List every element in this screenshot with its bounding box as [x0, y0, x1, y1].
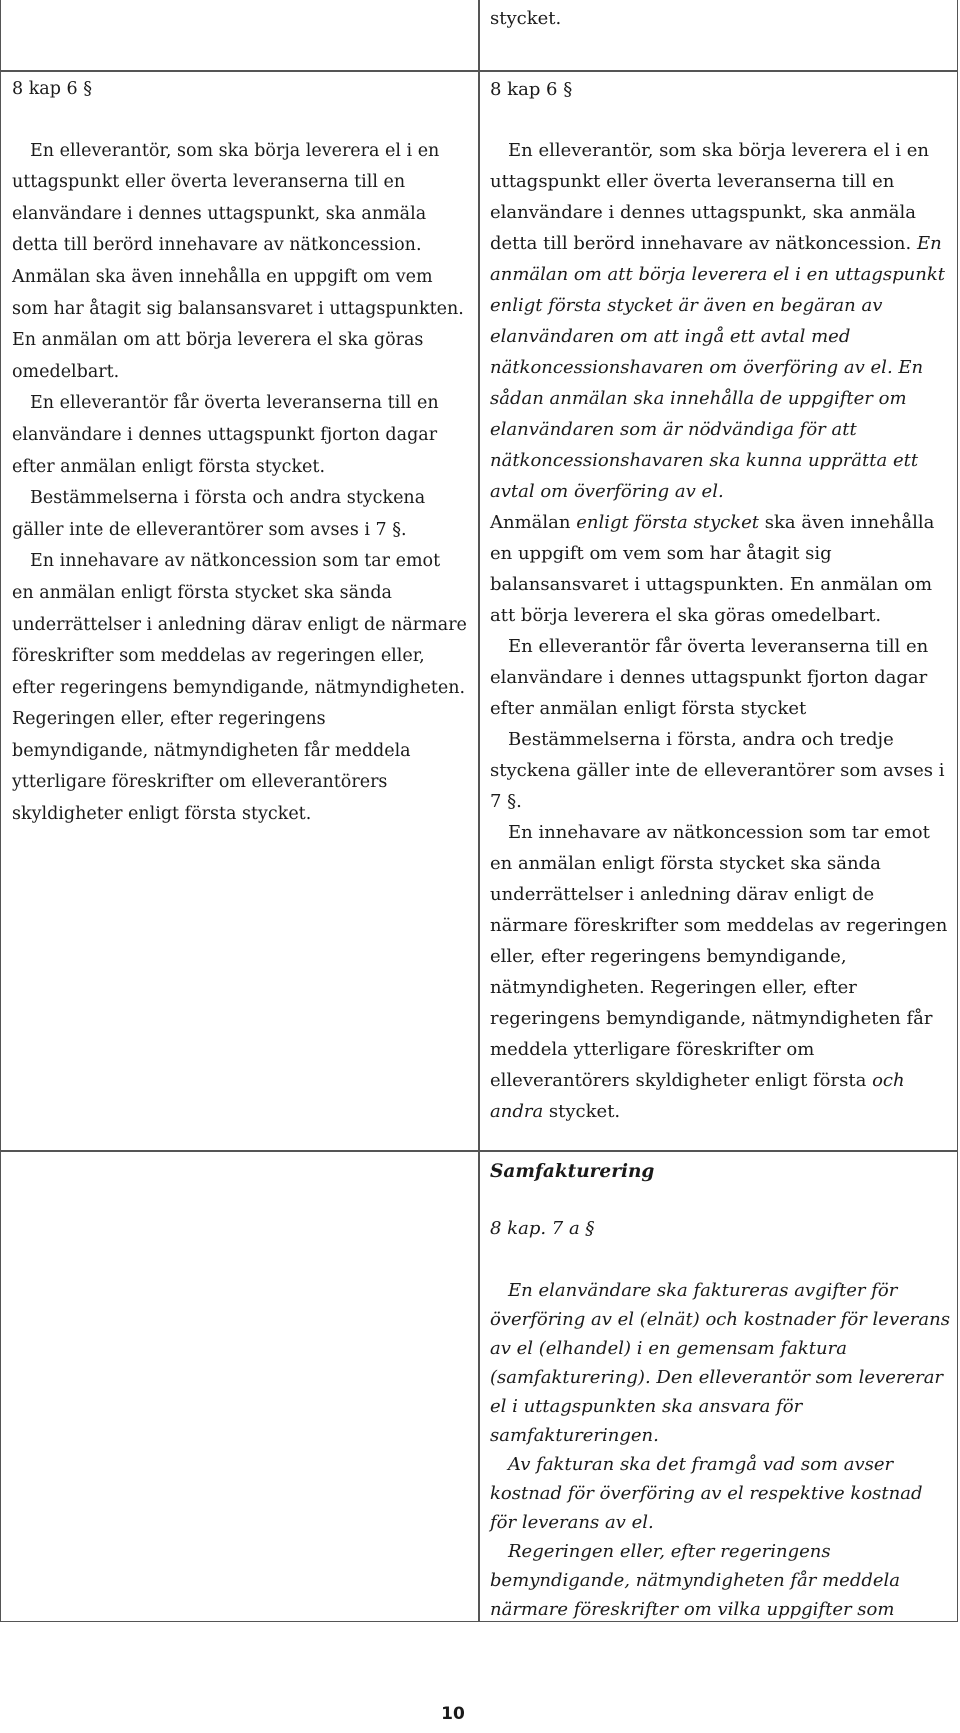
page-number: 10 — [441, 1704, 465, 1724]
column-divider — [478, 0, 480, 1622]
section-heading: 8 kap 6 § — [12, 79, 92, 99]
paragraph-1: En elleverantör, som ska börja leverera el i en uttagspunkt eller överta leveranserna till en elanvändare i dennes uttagspunkt, ska anmäla detta till berörd innehavare av nätkoncession. Anmälan ska även innehålla en uppgift om vem som har åtagit sig balansansvaret i uttagspunkten. En anmälan om att börja leverera el ska göras omedelbart. — [12, 140, 464, 382]
paragraph-2 — [490, 507, 950, 631]
paragraph-3: En elleverantör får överta leveranserna till en elanvändare i dennes uttagspunkt fjorton dagar efter anmälan enligt första stycket — [490, 636, 929, 719]
paragraph-5-amendment: och andra — [490, 1070, 905, 1122]
paragraph-2-a: Anmälan — [490, 512, 571, 533]
row2-right-cell — [490, 74, 950, 1127]
paragraph-5-c: stycket. — [548, 1101, 621, 1122]
paragraph-2-amendment: enligt första stycket — [576, 512, 759, 533]
section-heading: 8 kap. 7 a § — [490, 1218, 595, 1239]
paragraph-3: Bestämmelserna i första och andra styckena gäller inte de elleverantörer som avses i 7 §. — [12, 488, 426, 540]
paragraph-1-amendment: En anmälan om att börja leverera el i en uttagspunkt enligt första stycket är även en begäran av elanvändaren om att ingå ett avtal med nätkoncessionshavaren om överföring av el. En sådan anmälan ska innehålla de uppgifter om elanvändaren som är nödvändiga för att nätkoncessionshavaren ska kunna upprätta ett avtal om överföring av el. — [490, 233, 945, 502]
paragraph-1: En elanvändare ska faktureras avgifter för överföring av el (elnät) och kostnader för leverans av el (elhandel) i en gemensam faktura (samfakturering). Den elleverantör som levererar el i uttagspunkten ska ansvara för samfaktureringen. — [490, 1280, 950, 1446]
section-heading: 8 kap 6 § — [490, 79, 573, 100]
paragraph-2: Av fakturan ska det framgå vad som avser kostnad för överföring av el respektive kostnad för leverans av el. — [490, 1454, 923, 1533]
paragraph-5 — [490, 817, 950, 1127]
paragraph-5-a: En innehavare av nätkoncession som tar emot en anmälan enligt första stycket ska sända underrättelser i anledning därav enligt de närmare föreskrifter som meddelas av regeringen eller, efter regeringens bemyndigande, nätmyndigheten. Regeringen eller, efter regeringens bemyndigande, nätmyndigheten får meddela ytterligare föreskrifter om elleverantörers skyldigheter enligt första — [490, 822, 948, 1091]
row2-left-cell — [12, 74, 467, 831]
paragraph-4: Bestämmelserna i första, andra och tredje styckena gäller inte de elleverantörer som avses i 7 §. — [490, 729, 945, 812]
paragraph-2-c: ska även innehålla en uppgift om vem som har åtagit sig balansansvaret i uttagspunkten. En anmälan om att börja leverera el ska göras omedelbart. — [490, 512, 935, 626]
row-divider — [0, 1150, 958, 1152]
row1-right-cell — [490, 3, 950, 34]
paragraph-1-plain: En elleverantör, som ska börja leverera el i en uttagspunkt eller överta leveranserna till en elanvändare i dennes uttagspunkt, ska anmäla detta till berörd innehavare av nätkoncession. — [490, 140, 930, 254]
row3-right-cell — [490, 1156, 950, 1624]
paragraph-4: En innehavare av nätkoncession som tar emot en anmälan enligt första stycket ska sända underrättelser i anledning därav enligt de närmare föreskrifter som meddelas av regeringen eller, efter regeringens bemyndigande, nätmyndigheten. Regeringen eller, efter regeringens bemyndigande, nätmyndigheten får meddela ytterligare föreskrifter om elleverantörers skyldigheter enligt första stycket. — [12, 551, 467, 825]
paragraph-3: Regeringen eller, efter regeringens bemyndigande, nätmyndigheten får meddela närmare föreskrifter om vilka uppgifter som — [490, 1541, 901, 1620]
continuation-text: stycket. — [490, 8, 562, 29]
section-title: Samfakturering — [490, 1161, 655, 1182]
paragraph-2: En elleverantör får överta leveranserna till en elanvändare i dennes uttagspunkt fjorton dagar efter anmälan enligt första stycket. — [12, 393, 439, 477]
row-divider — [0, 70, 958, 72]
paragraph-1 — [490, 135, 950, 507]
